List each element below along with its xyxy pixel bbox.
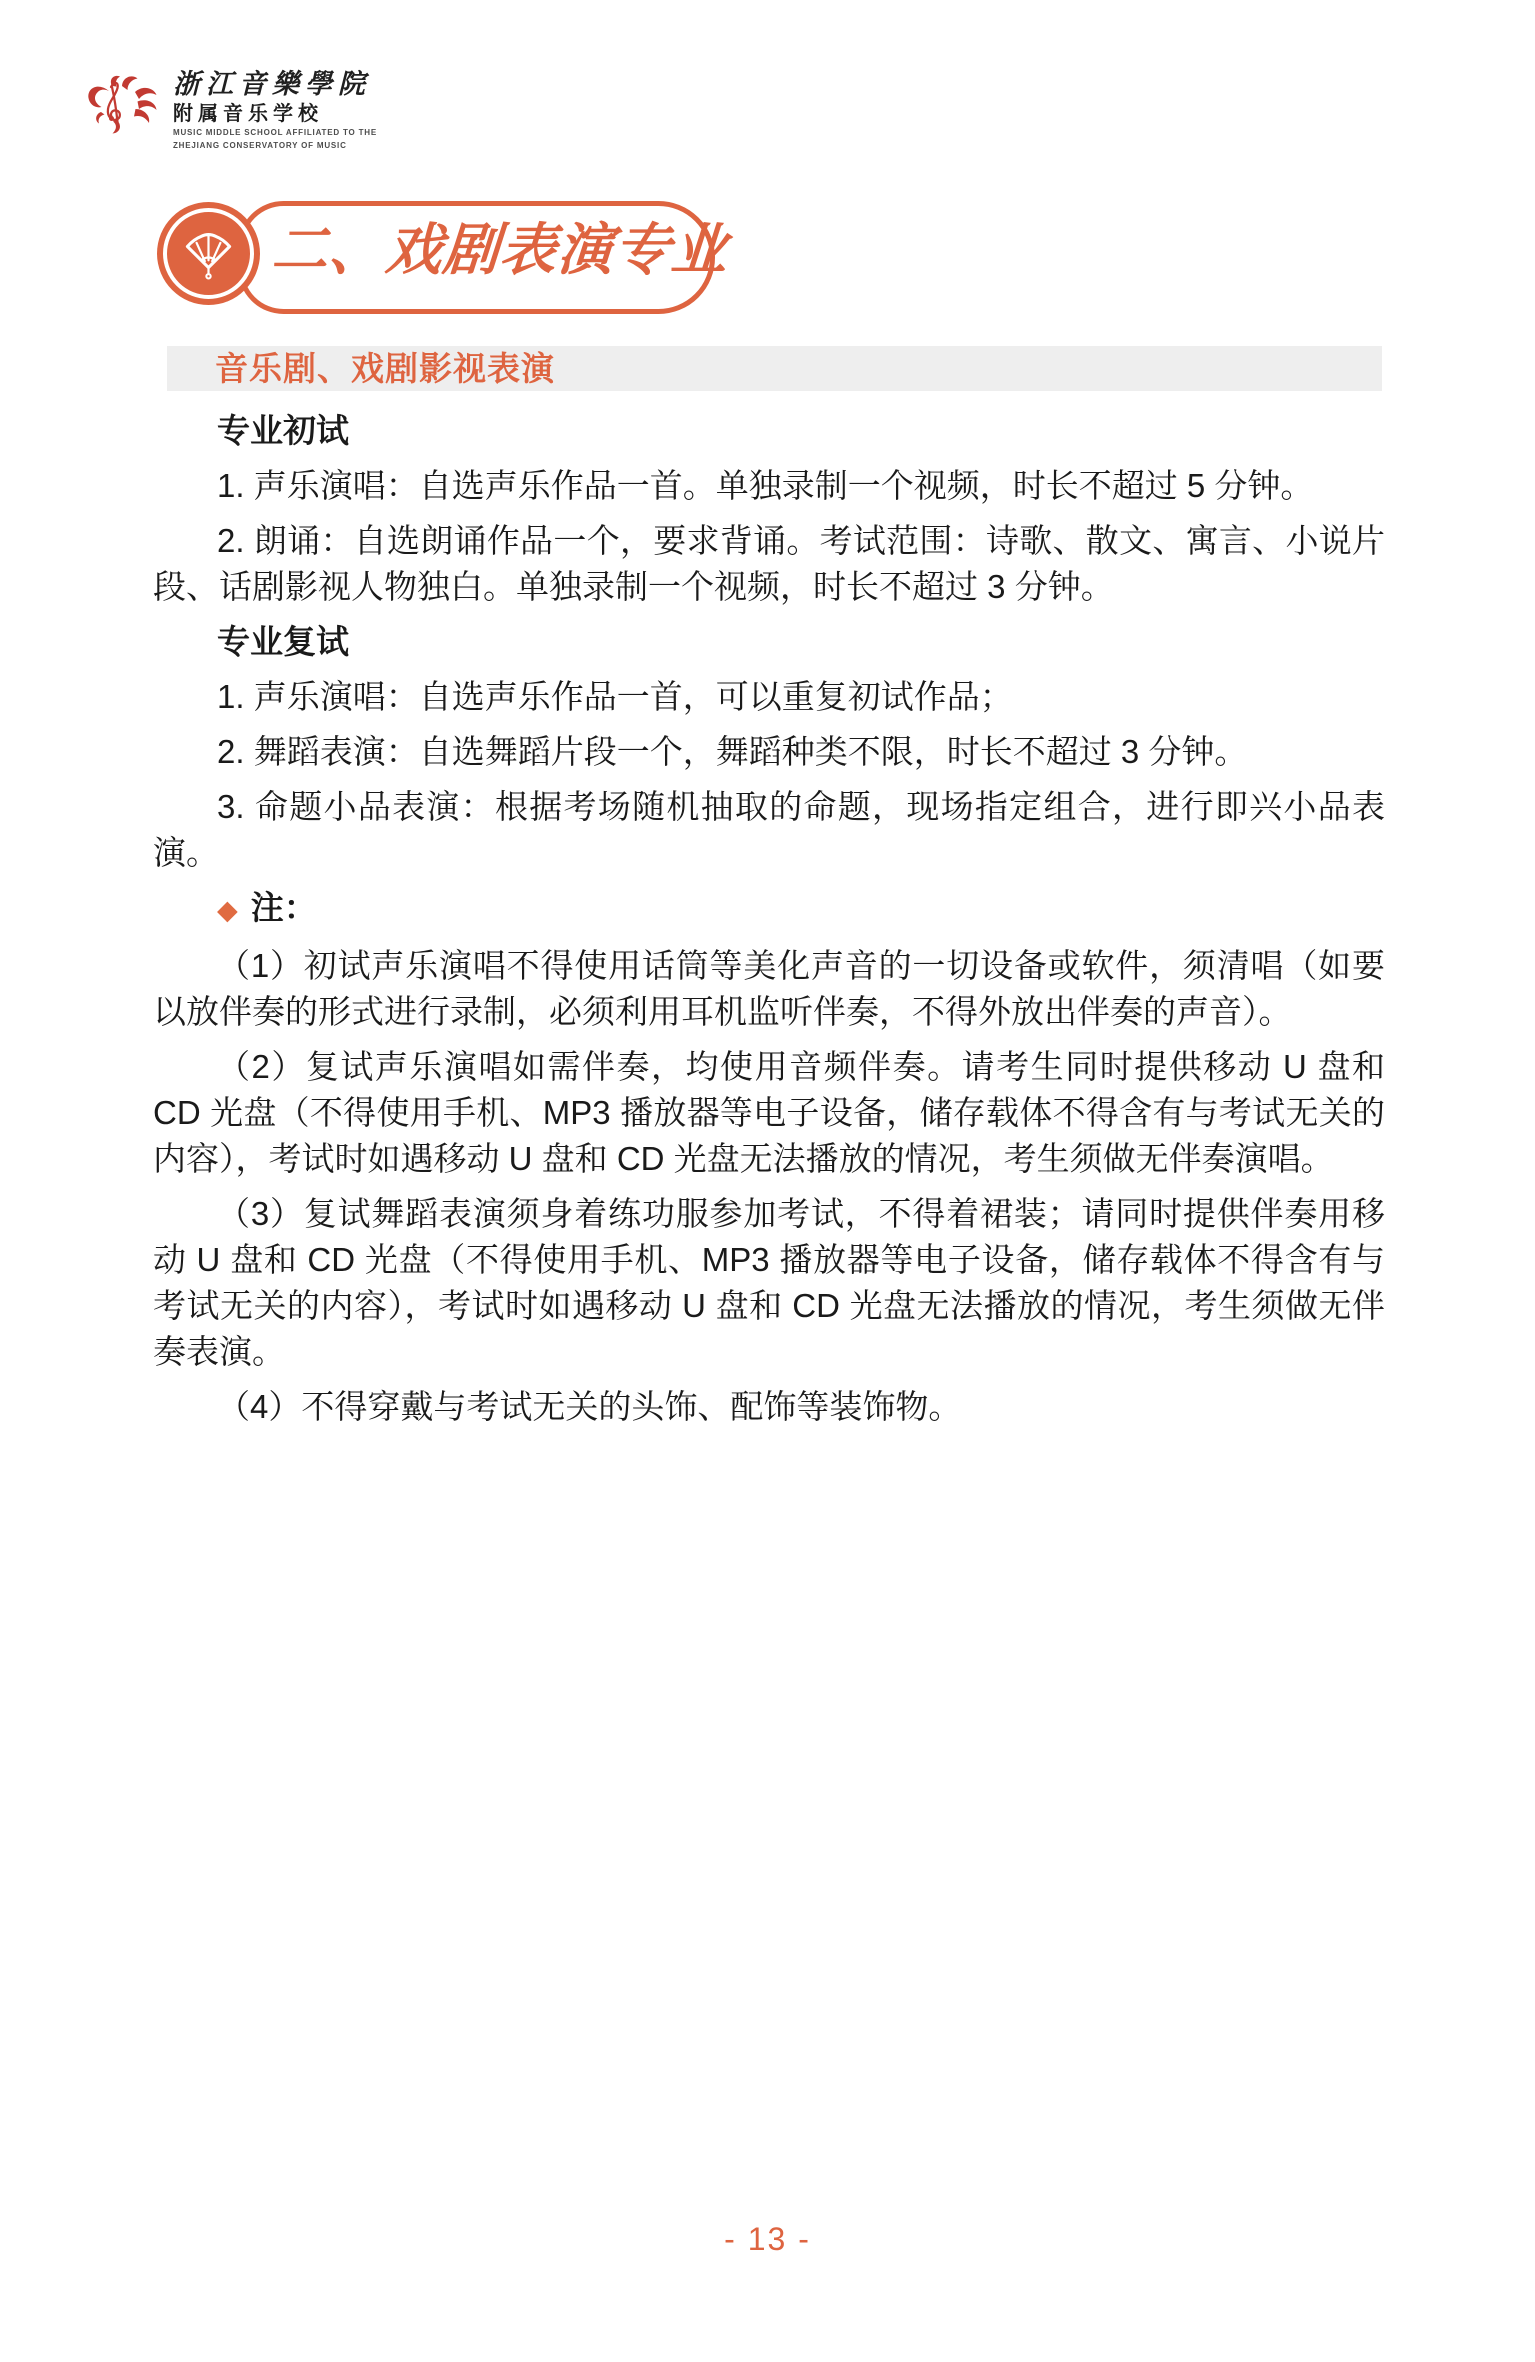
- treble-clef: [108, 83, 120, 122]
- logo-calligraphy: 浙江音樂學院: [173, 69, 371, 100]
- round1-item-2: 2. 朗诵：自选朗诵作品一个，要求背诵。考试范围：诗歌、散文、寓言、小说片段、话剧影视人物独白。单独录制一个视频，时长不超过 3 分钟。: [153, 522, 1385, 605]
- phoenix-top-right-petal: [122, 76, 138, 90]
- round2-heading: 专业复试: [217, 623, 349, 660]
- phoenix-left-wing: [88, 87, 109, 108]
- notes-heading-label: 注：: [250, 889, 317, 926]
- logo-text-block: [173, 70, 377, 150]
- notes-heading-line: [153, 885, 1385, 934]
- logo-english-line1: MUSIC MIDDLE SCHOOL AFFILIATED TO THE: [173, 128, 377, 137]
- section-badge-title: 二、戏剧表演专业: [269, 218, 731, 281]
- round1-heading: 专业初试: [217, 412, 349, 449]
- subsection-bar: [167, 346, 1382, 391]
- round1-item-1: 1. 声乐演唱：自选声乐作品一首。单独录制一个视频，时长不超过 5 分钟。: [217, 467, 1314, 504]
- round2-item-1: 1. 声乐演唱：自选声乐作品一首，可以重复初试作品；: [217, 678, 1013, 715]
- page-number: - 13 -: [724, 2221, 811, 2257]
- logo-school-name: 附属音乐学校: [173, 103, 323, 125]
- phoenix-feather-1: [135, 88, 157, 99]
- subsection-title: 音乐剧、戏剧影视表演: [215, 350, 555, 387]
- phoenix-small-swirl: [96, 112, 104, 124]
- phoenix-tail: [113, 120, 120, 134]
- logo-english-line2: ZHEJIANG CONSERVATORY OF MUSIC: [173, 140, 347, 150]
- note-2: （2）复试声乐演唱如需伴奏，均使用音频伴奏。请考生同时提供移动 U 盘和 CD 光盘（不得使用手机、MP3 播放器等电子设备，储存载体不得含有与考试无关的内容），考试时如遇移动 U 盘和 CD 光盘无法播放的情况，考生须做无伴奏演唱。: [153, 1048, 1385, 1177]
- note-4: （4）不得穿戴与考试无关的头饰、配饰等装饰物。: [217, 1388, 962, 1425]
- school-logo: [0, 0, 420, 150]
- fan-icon: [181, 223, 236, 281]
- phoenix-feather-3: [134, 109, 149, 123]
- round2-item-3: 3. 命题小品表演：根据考场随机抽取的命题，现场指定组合，进行即兴小品表演。: [153, 788, 1385, 871]
- round2-item-2: 2. 舞蹈表演：自选舞蹈片段一个，舞蹈种类不限，时长不超过 3 分钟。: [217, 733, 1248, 770]
- treble-clef-dot: [109, 116, 114, 121]
- body-content: [153, 408, 1385, 1439]
- phoenix-feather-2: [138, 100, 157, 110]
- note-1: （1）初试声乐演唱不得使用话筒等美化声音的一切设备或软件，须清唱（如要以放伴奏的形式进行录制，必须利用耳机监听伴奏，不得外放出伴奏的声音）。: [153, 947, 1385, 1030]
- diamond-bullet-icon: ◆: [217, 895, 238, 926]
- section-badge-circle: [157, 202, 260, 305]
- phoenix-treble-clef-icon: [86, 72, 170, 136]
- note-3: （3）复试舞蹈表演须身着练功服参加考试，不得着裙装；请同时提供伴奏用移动 U 盘和 CD 光盘（不得使用手机、MP3 播放器等电子设备，储存载体不得含有与考试无关的内容），考试时如遇移动 U 盘和 CD 光盘无法播放的情况，考生须做无伴奏表演。: [153, 1195, 1385, 1370]
